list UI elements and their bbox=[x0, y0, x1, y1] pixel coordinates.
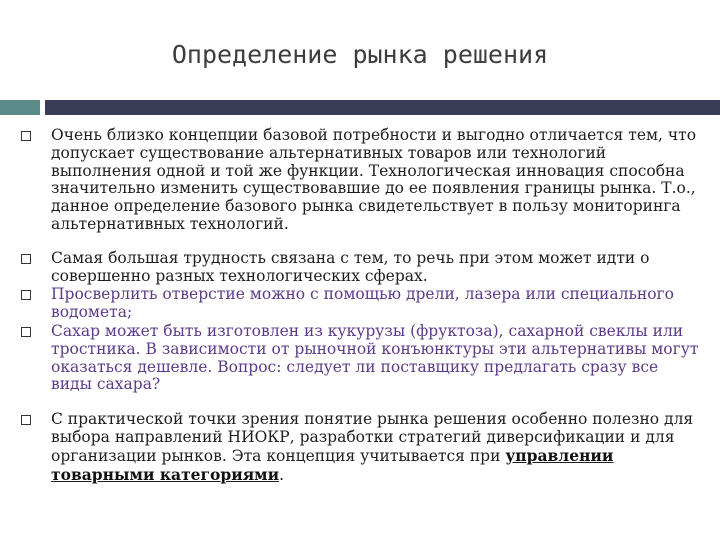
bullet-text: Очень близко концепции базовой потребности и выгодно отличается тем, что допускает существование альтернативных товаров или технологий выполнения одной и той же функции. Технологическая инновация способна значительно изменить существовавшие до ее появления границы рынка. Т.о., данное определение базового рынка свидетельствует в пользу мониторинга альтернативных технологий. bbox=[51, 126, 697, 233]
bullet-item-3 bbox=[20, 286, 700, 322]
bullet-text-before: С практической точки зрения понятие рынка решения особенно полезно для выбора направлений НИОКР, разработки стратегий диверсификации и для организации рынков. Эта концепция учитывается при bbox=[51, 410, 694, 465]
bullet-list bbox=[20, 127, 700, 484]
bullet-text: Сахар может быть изготовлен из кукурузы (фруктоза), сахарной свеклы или тростника. В зависимости от рыночной конъюнктуры эти альтернативы могут оказаться дешевле. Вопрос: следует ли поставщику предлагать сразу все виды сахара? bbox=[51, 321, 699, 394]
square-bullet-icon bbox=[21, 415, 31, 425]
bullet-item-2 bbox=[20, 250, 700, 286]
slide-title: Определение рынка решения bbox=[171, 40, 549, 69]
square-bullet-icon bbox=[21, 131, 31, 141]
square-bullet-icon bbox=[21, 290, 31, 300]
square-bullet-icon bbox=[21, 327, 31, 337]
bullet-text: Самая большая трудность связана с тем, то речь при этом может идти о совершенно разных технологических сферах. bbox=[51, 248, 650, 285]
bullet-item-4 bbox=[20, 323, 700, 394]
square-bullet-icon bbox=[21, 254, 31, 264]
bullet-text: Просверлить отверстие можно с помощью дрели, лазера или специального водомета; bbox=[51, 285, 675, 322]
bullet-text-after: . bbox=[279, 465, 285, 484]
bullet-item-1 bbox=[20, 127, 700, 234]
emphasis-text: управлении товарными категориями bbox=[51, 445, 614, 484]
bullet-item-5 bbox=[20, 411, 700, 484]
header-bar-right bbox=[45, 100, 720, 115]
header-bar-left bbox=[0, 100, 40, 115]
